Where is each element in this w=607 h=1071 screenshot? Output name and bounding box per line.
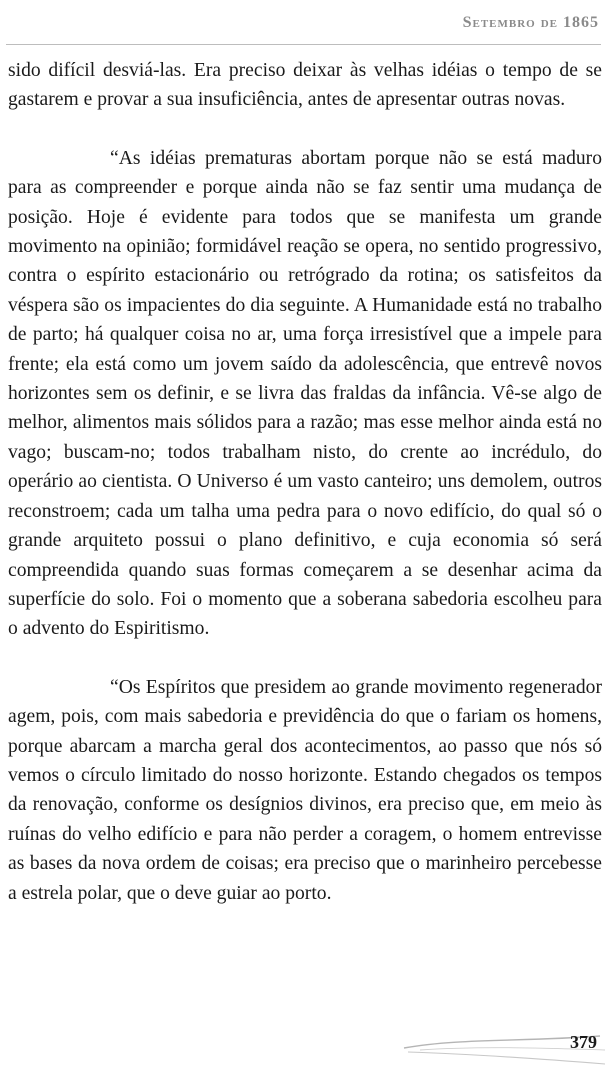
page-number: 379	[570, 1032, 597, 1052]
paragraph-continuation: sido difícil desviá-las. Era preciso deixar às velhas idéias o tempo de se gastarem e provar a sua insuficiência, antes de apresentar outras novas.	[8, 60, 602, 111]
text-block	[8, 56, 602, 908]
paragraph-ideias-prematuras: “As idéias prematuras abortam porque não se está maduro para as compreender e porque ainda não se faz sentir uma mudança de posição. Hoje é evidente para todos que se manifesta um grande movimento na opinião; formidável reação se opera, no sentido progressivo, contra o espírito estacionário ou retrógrado da rotina; os satisfeitos da véspera são os impacientes do dia seguinte. A Humanidade está no trabalho de parto; há qualquer coisa no ar, uma força irresistível que a impele para frente; ela está como um jovem saído da adolescência, que entrevê novos horizontes sem os definir, e se livra das fraldas da infância. Vê-se algo de melhor, alimentos mais sólidos para a razão; mas esse melhor ainda está no vago; buscam-no; todos trabalham nisto, do crente ao incrédulo, do operário ao cientista. O Universo é um vasto canteiro; uns demolem, outros reconstroem; cada um talha uma pedra para o novo edifício, do qual só o grande arquiteto possui o plano definitivo, e cuja economia só será compreendida quando suas formas começarem a se desenhar acima da superfície do solo. Foi o momento que a soberana sabedoria escolheu para o advento do Espiritismo.	[8, 147, 602, 640]
running-head: Setembro de 1865	[462, 14, 599, 31]
header-rule	[6, 44, 601, 45]
paragraph-espiritos: “Os Espíritos que presidem ao grande movimento regenerador agem, pois, com mais sabedoria e previdência do que o fariam os homens, porque abarcam a marcha geral dos acontecimentos, ao passo que nós só vemos o círculo limitado do nosso horizonte. Estando chegados os tempos da renovação, conforme os desígnios divinos, era preciso que, em meio às ruínas do velho edifício e para não perder a coragem, o homem entrevisse as bases da nova ordem de coisas; era preciso que o marinheiro percebesse a estrela polar, que o deve guiar ao porto.	[8, 676, 602, 904]
